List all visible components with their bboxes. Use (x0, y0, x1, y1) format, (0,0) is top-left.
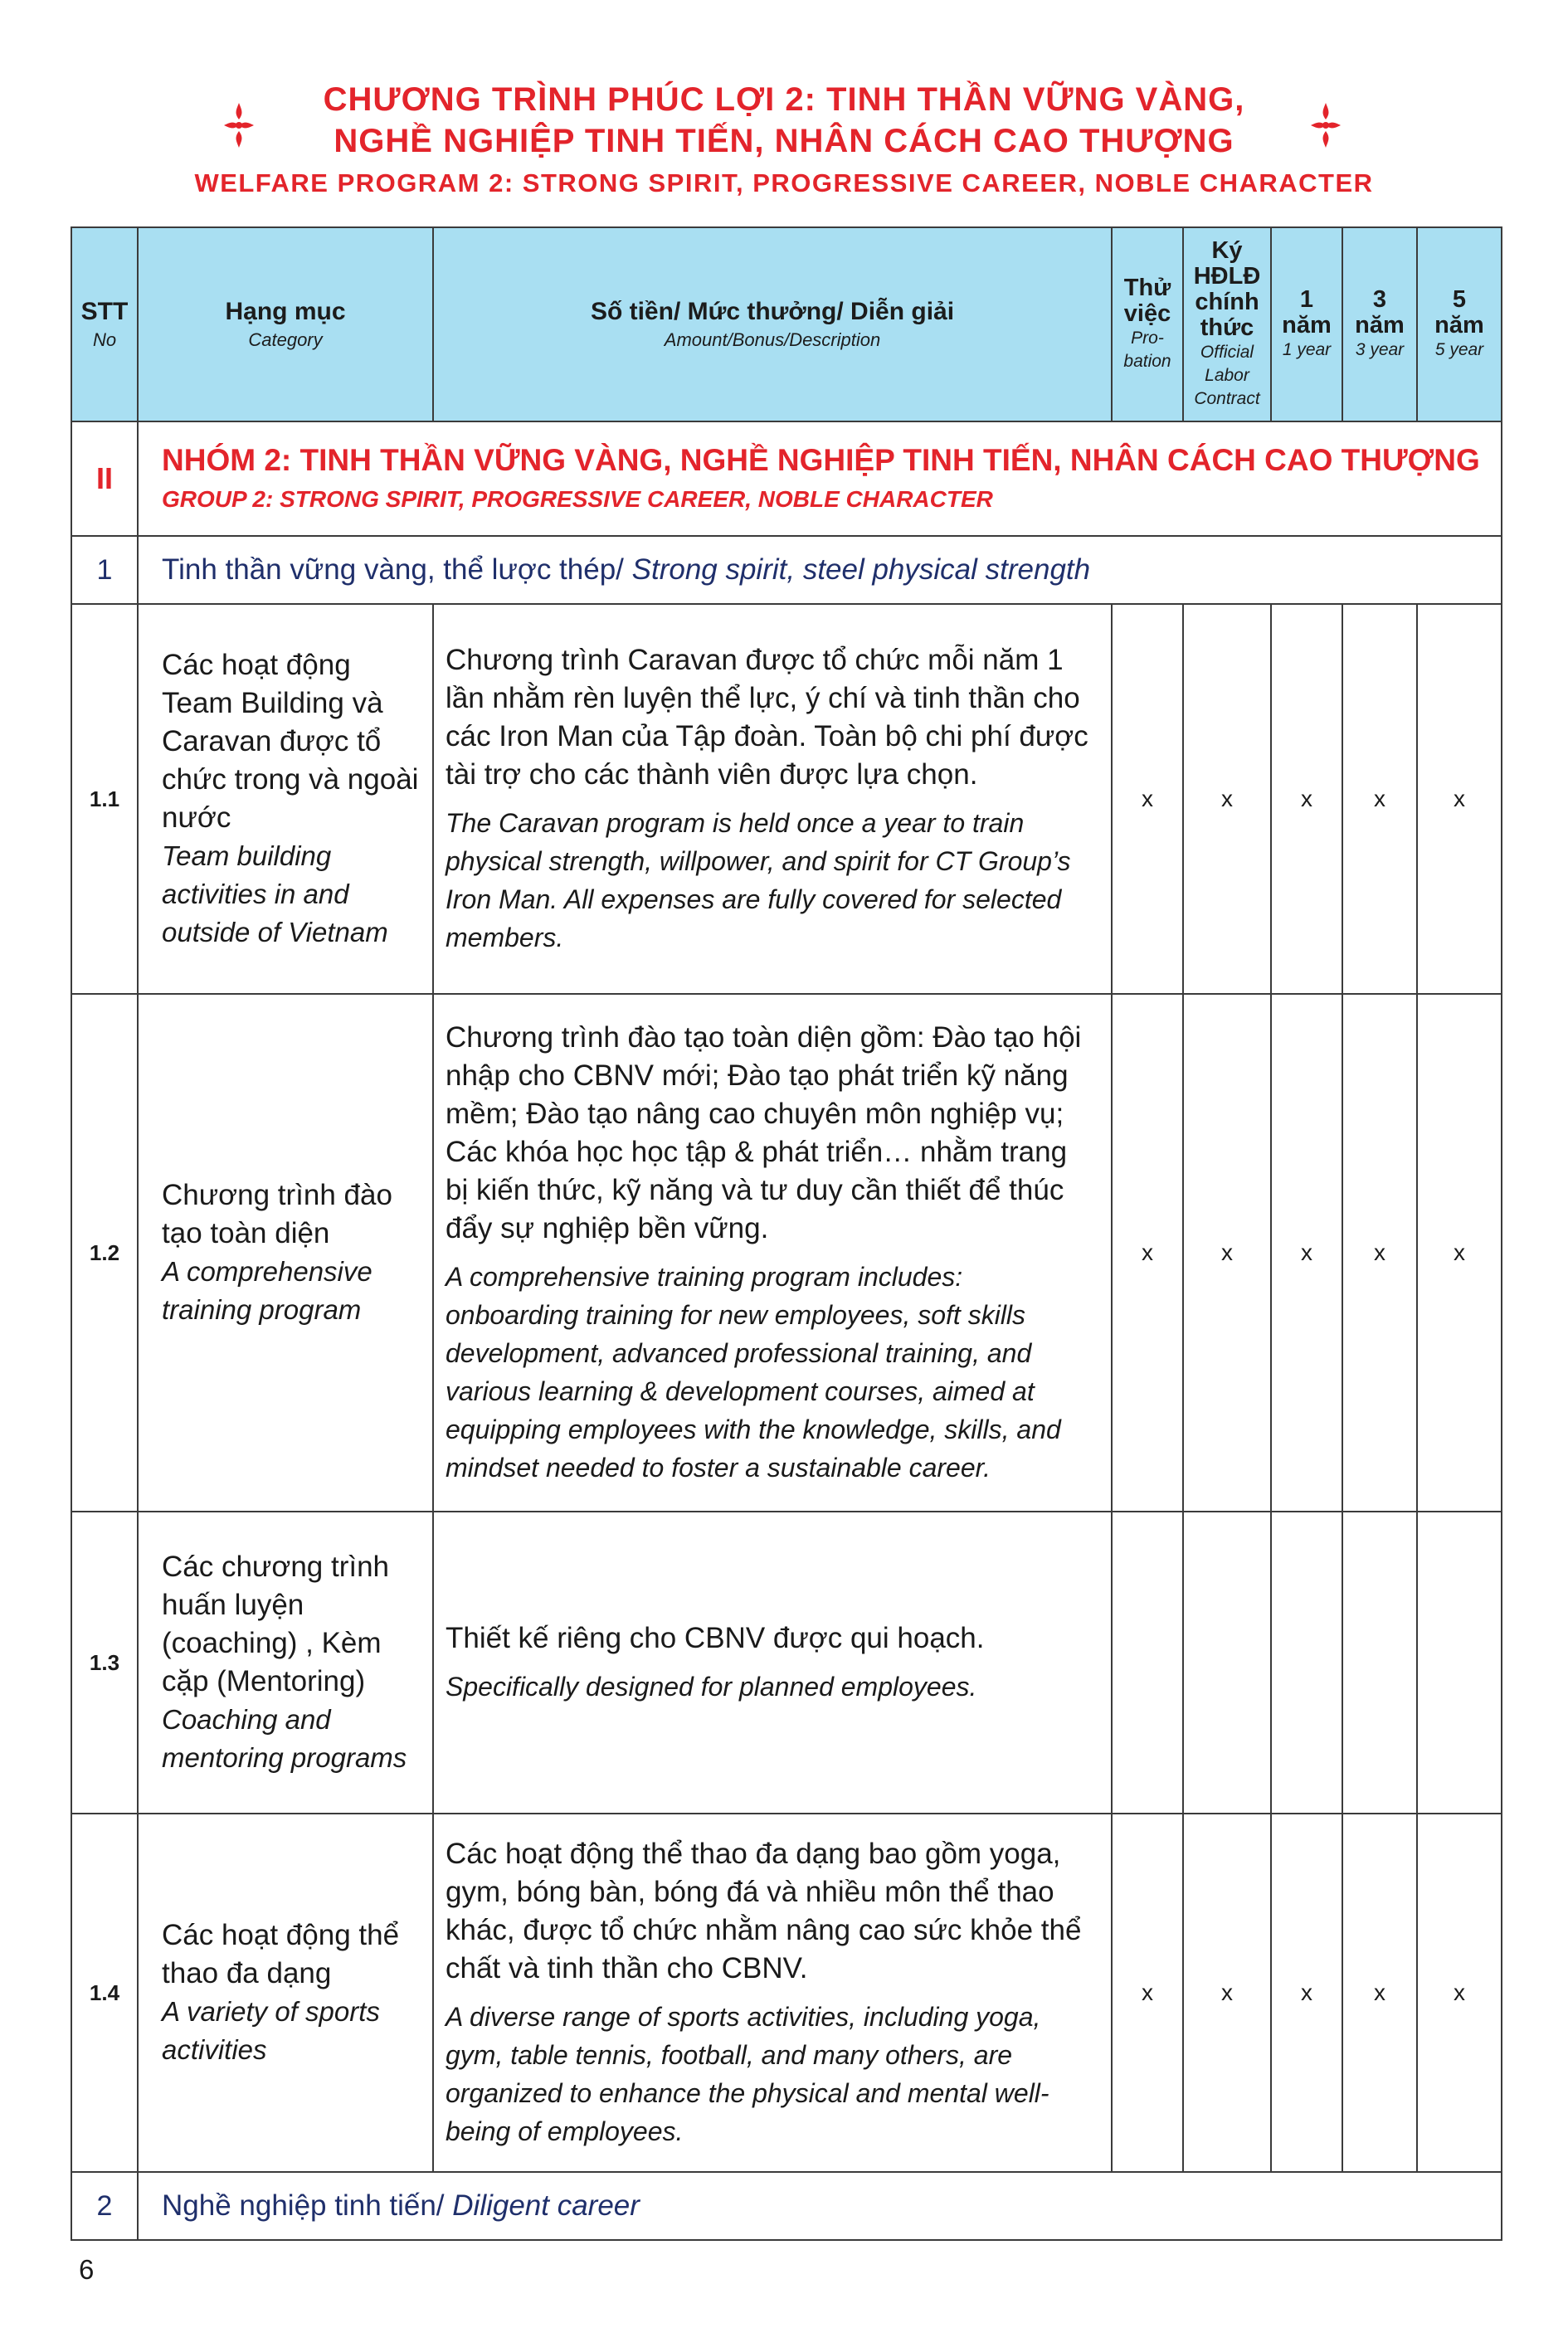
col-header-category: Hạng mục Category (138, 227, 433, 421)
mark-3-year (1342, 1512, 1417, 1814)
group-row (71, 421, 1502, 536)
section-row (71, 536, 1502, 604)
mark-3-year: x (1342, 994, 1417, 1512)
section-number: 2 (71, 2172, 138, 2240)
table-row (71, 994, 1502, 1512)
col-header-description: Số tiền/ Mức thưởng/ Diễn giải Amount/Bonus/Description (433, 227, 1112, 421)
title-vn-line2: NGHỀ NGHIỆP TINH TIẾN, NHÂN CÁCH CAO THƯỢNG (334, 123, 1234, 159)
item-category: Các hoạt động Team Building và Caravan được tổ chức trong và ngoài nước Team building activities in and outside of Vietnam (138, 604, 433, 994)
mark-3-year: x (1342, 604, 1417, 994)
item-number: 1.2 (71, 994, 138, 1512)
group-title (138, 421, 1502, 536)
page-number: 6 (79, 2254, 95, 2285)
col-header-official-contract: Ký HĐLĐ chính thức Official Labor Contract (1183, 227, 1271, 421)
mark-probation (1112, 1512, 1183, 1814)
mark-probation: x (1112, 1814, 1183, 2172)
fleur-ornament-icon (1309, 101, 1342, 149)
mark-1-year: x (1271, 994, 1342, 1512)
item-number: 1.1 (71, 604, 138, 994)
col-header-3-year: 3 năm 3 year (1342, 227, 1417, 421)
mark-official-contract: x (1183, 994, 1271, 1512)
item-description: Chương trình Caravan được tổ chức mỗi năm 1 lần nhằm rèn luyện thể lực, ý chí và tinh thần cho các Iron Man của Tập đoàn. Toàn bộ chi phí được tài trợ cho các thành viên được lựa chọn. The Caravan program is held once a year to train physical strength, willpower, and spirit for CT Group’s Iron Man. All expenses are fully covered for selected members. (433, 604, 1112, 994)
table-row (71, 604, 1502, 994)
item-number: 1.3 (71, 1512, 138, 1814)
item-category: Các hoạt động thể thao đa dạng A variety of sports activities (138, 1814, 433, 2172)
group-title-vn: NHÓM 2: TINH THẦN VỮNG VÀNG, NGHỀ NGHIỆP TINH TIẾN, NHÂN CÁCH CAO THƯỢNG (162, 443, 1480, 477)
title-en: WELFARE PROGRAM 2: STRONG SPIRIT, PROGRESSIVE CAREER, NOBLE CHARACTER (194, 168, 1374, 197)
group-title-en: GROUP 2: STRONG SPIRIT, PROGRESSIVE CAREER, NOBLE CHARACTER (162, 486, 993, 512)
mark-official-contract (1183, 1512, 1271, 1814)
mark-5-year (1417, 1512, 1502, 1814)
mark-probation: x (1112, 994, 1183, 1512)
table-header-row (71, 227, 1502, 421)
mark-5-year: x (1417, 1814, 1502, 2172)
col-header-5-year: 5 năm 5 year (1417, 227, 1502, 421)
table-row (71, 1814, 1502, 2172)
mark-1-year (1271, 1512, 1342, 1814)
group-number: II (71, 421, 138, 536)
mark-official-contract: x (1183, 604, 1271, 994)
welfare-table (71, 226, 1502, 2241)
fleur-ornament-icon (222, 101, 256, 149)
mark-1-year: x (1271, 604, 1342, 994)
section-number: 1 (71, 536, 138, 604)
mark-5-year: x (1417, 604, 1502, 994)
col-header-no: STT No (71, 227, 138, 421)
table-row (71, 1512, 1502, 1814)
section-row (71, 2172, 1502, 2240)
item-description: Chương trình đào tạo toàn diện gồm: Đào tạo hội nhập cho CBNV mới; Đào tạo phát triển kỹ năng mềm; Đào tạo nâng cao chuyên môn nghiệp vụ; Các khóa học học tập & phát triển… nhằm trang bị kiến thức, kỹ năng và tư duy cần thiết để thúc đẩy sự nghiệp bền vững. A comprehensive training program includes: onboarding training for new employees, soft skills development, advanced professional training, and various learning & development courses, aimed at equipping employees with the knowledge, skills, and mindset needed to foster a sustainable career. (433, 994, 1112, 1512)
mark-5-year: x (1417, 994, 1502, 1512)
section-title: Tinh thần vững vàng, thể lược thép/ Strong spirit, steel physical strength (138, 536, 1502, 604)
item-description: Thiết kế riêng cho CBNV được qui hoạch. Specifically designed for planned employees. (433, 1512, 1112, 1814)
item-number: 1.4 (71, 1814, 138, 2172)
mark-official-contract: x (1183, 1814, 1271, 2172)
col-header-probation: Thử việc Pro- bation (1112, 227, 1183, 421)
item-category: Các chương trình huấn luyện (coaching) , Kèm cặp (Mentoring) Coaching and mentoring programs (138, 1512, 433, 1814)
col-header-1-year: 1 năm 1 year (1271, 227, 1342, 421)
mark-probation: x (1112, 604, 1183, 994)
item-description: Các hoạt động thể thao đa dạng bao gồm yoga, gym, bóng bàn, bóng đá và nhiều môn thể thao khác, được tổ chức nhằm nâng cao sức khỏe thể chất và tinh thần cho CBNV. A diverse range of sports activities, including yoga, gym, table tennis, football, and many others, are organized to enhance the physical and mental well-being of employees. (433, 1814, 1112, 2172)
item-category: Chương trình đào tạo toàn diện A comprehensive training program (138, 994, 433, 1512)
mark-1-year: x (1271, 1814, 1342, 2172)
mark-3-year: x (1342, 1814, 1417, 2172)
section-title: Nghề nghiệp tinh tiến/ Diligent career (138, 2172, 1502, 2240)
title-vn-line1: CHƯƠNG TRÌNH PHÚC LỢI 2: TINH THẦN VỮNG VÀNG, (323, 81, 1245, 118)
